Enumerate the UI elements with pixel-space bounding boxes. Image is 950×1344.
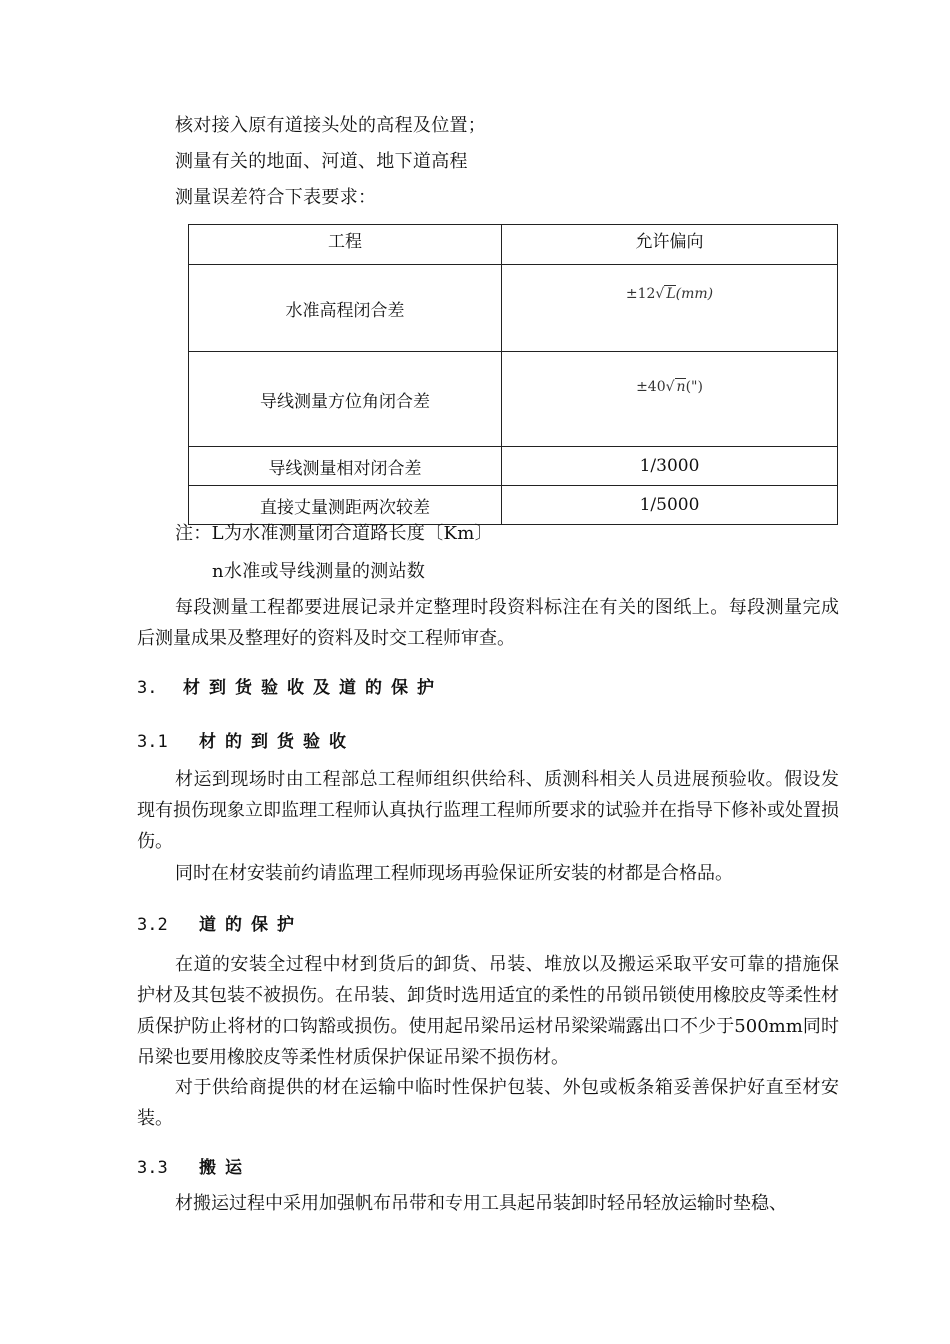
intro-line: 测量误差符合下表要求： (175, 187, 377, 208)
table-cell-item: 水准高程闭合差 (189, 265, 502, 352)
section-number: 3.2 (137, 915, 168, 935)
paragraph-3-2-b: 对于供给商提供的材在运输中临时性保护包装、外包或板条箱妥善保护好直至材安装。 (137, 1077, 839, 1129)
table-row (189, 486, 838, 525)
table-cell-formula (502, 352, 838, 447)
table-row (189, 265, 838, 352)
table-cell-item: 导线测量相对闭合差 (189, 447, 502, 486)
table-cell-value: 1/5000 (502, 486, 838, 525)
section-heading-3-2 (137, 913, 303, 937)
formula-text: ±40√ n(") (636, 379, 703, 395)
table-header-item: 工程 (189, 225, 502, 265)
paragraph-3-1-a: 材运到现场时由工程部总工程师组织供给科、质测科相关人员进展预验收。假设发现有损伤现象立即监理工程师认真执行监理工程师所要求的试验并在指导下修补或处置损伤。 (137, 769, 839, 852)
paragraph-record: 每段测量工程都要进展记录并定整理时段资料标注在有关的图纸上。每段测量完成后测量成果及整理好的资料及时交工程师审查。 (137, 597, 839, 649)
section-number: 3.1 (137, 732, 168, 752)
formula-text: ±12√ L(mm) (625, 286, 714, 302)
section-heading-3-3 (137, 1156, 251, 1180)
paragraph-3-2-a: 在道的安装全过程中材到货后的卸货、吊装、堆放以及搬运采取平安可靠的措施保护材及其包装不被损伤。在吊装、卸货时选用适宜的柔性的吊锁吊锁使用橡胶皮等柔性材质保护防止将材的口钩豁或损伤。使用起吊梁吊运材吊梁梁端露出口不少于500mm同时吊梁也要用橡胶皮等柔性材质保护保证吊梁不损伤材。 (137, 954, 839, 1068)
paragraph-3-1-b: 同时在材安装前约请监理工程师现场再验保证所安装的材都是合格品。 (175, 863, 733, 884)
table-cell-item: 直接丈量测距两次较差 (189, 486, 502, 525)
section-heading-3-1 (137, 730, 355, 754)
section-number: 3.3 (137, 1158, 168, 1178)
section-title: 道的保护 (199, 915, 303, 935)
tolerance-table (188, 224, 838, 525)
table-row (189, 352, 838, 447)
paragraph-3-3-a: 材搬运过程中采用加强帆布吊带和专用工具起吊装卸时轻吊轻放运输时垫稳、 (175, 1193, 787, 1214)
intro-line: 核对接入原有道接头处的高程及位置； (175, 115, 487, 136)
table-note: 注：L为水准测量闭合道路长度〔Km〕 (175, 523, 493, 544)
section-title: 材的到货验收 (199, 732, 355, 752)
section-number: 3. (137, 678, 158, 698)
section-title: 材到货验收及道的保护 (183, 678, 443, 698)
table-cell-formula (502, 265, 838, 352)
table-header-row (189, 225, 838, 265)
section-title: 搬运 (199, 1158, 251, 1178)
table-row (189, 447, 838, 486)
table-header-tolerance: 允许偏向 (502, 225, 838, 265)
table-cell-value: 1/3000 (502, 447, 838, 486)
table-cell-item: 导线测量方位角闭合差 (189, 352, 502, 447)
section-heading-3 (137, 676, 443, 700)
intro-line: 测量有关的地面、河道、地下道高程 (175, 151, 468, 172)
table-note: n水准或导线测量的测站数 (212, 561, 426, 582)
